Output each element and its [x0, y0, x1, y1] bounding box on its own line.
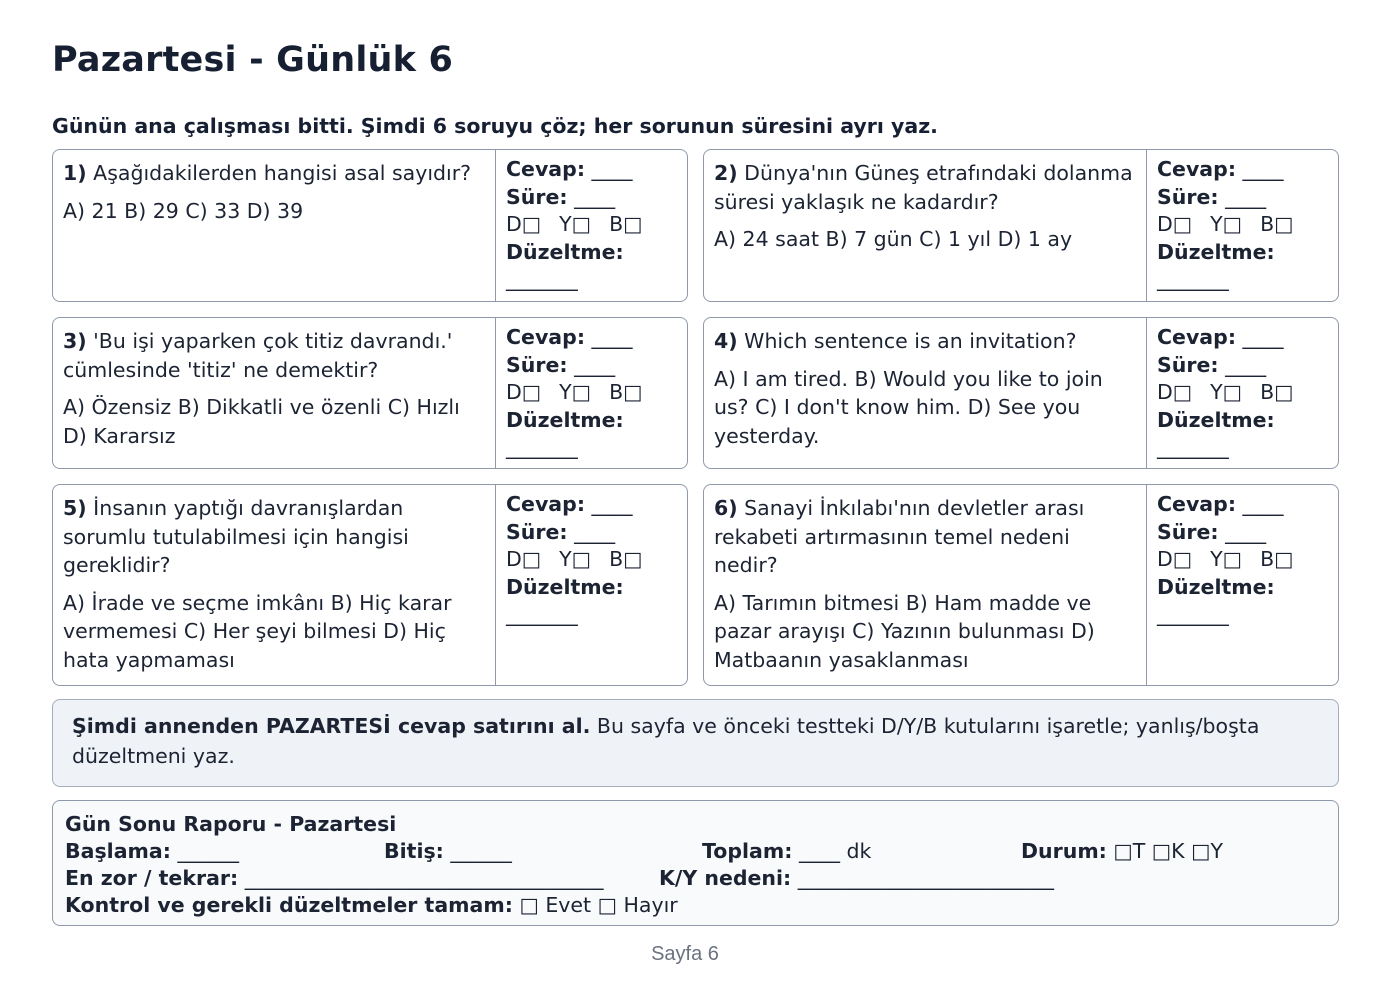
- question-stem: İnsanın yaptığı davranışlardan sorumlu tutulabilmesi için hangisi gereklidir?: [63, 496, 409, 577]
- question-card-1: [52, 149, 688, 302]
- answer-box: [1147, 485, 1338, 685]
- duzeltme-label: Düzeltme:: [1157, 407, 1275, 432]
- cevap-blank[interactable]: ____: [585, 157, 633, 181]
- duzeltme-label: Düzeltme:: [506, 574, 624, 599]
- question-stem: Which sentence is an invitation?: [744, 329, 1077, 353]
- report-difficulty-row: [65, 865, 1326, 892]
- question-options: A) 21 B) 29 C) 33 D) 39: [63, 198, 304, 223]
- toplam-label: Toplam:: [702, 839, 793, 863]
- question-card-4: [703, 317, 1339, 469]
- question-number: 5): [63, 496, 87, 520]
- instructions: Günün ana çalışması bitti. Şimdi 6 soruyu çöz; her sorunun süresini ayrı yaz.: [52, 114, 938, 138]
- sure-label: Süre:: [506, 184, 568, 209]
- notice-bold: Şimdi annenden PAZARTESİ cevap satırını al.: [72, 714, 591, 738]
- cevap-label: Cevap:: [506, 157, 586, 181]
- cevap-blank[interactable]: ____: [585, 492, 633, 516]
- sure-label: Süre:: [1157, 184, 1219, 209]
- question-card-6: [703, 484, 1339, 686]
- checkbox-d[interactable]: D□: [506, 547, 542, 571]
- ky-blank[interactable]: _________________________: [791, 866, 1055, 890]
- question-card-3: [52, 317, 688, 469]
- question-stem: Sanayi İnkılabı'nın devletler arası rekabeti artırmasının temel nedeni nedir?: [714, 496, 1085, 577]
- cevap-blank[interactable]: ____: [585, 325, 633, 349]
- checkbox-y[interactable]: Y□: [1210, 380, 1243, 404]
- duzeltme-blank[interactable]: _______: [506, 602, 578, 626]
- duzeltme-blank[interactable]: _______: [506, 267, 578, 291]
- question-number: 3): [63, 329, 87, 353]
- sure-blank[interactable]: ____: [567, 352, 616, 377]
- question-options: A) Özensiz B) Dikkatli ve özenli C) Hızlı D) Kararsız: [63, 395, 460, 448]
- bitis-blank[interactable]: ______: [443, 839, 512, 863]
- checkbox-b[interactable]: B□: [1260, 212, 1294, 236]
- question-options: A) İrade ve seçme imkânı B) Hiç karar vermemesi C) Her şeyi bilmesi D) Hiç hata yapmaması: [63, 590, 452, 672]
- question-options: A) I am tired. B) Would you like to join us? C) I don't know him. D) See you yesterday.: [714, 366, 1103, 448]
- question-text: [63, 327, 485, 384]
- ky-label: K/Y nedeni:: [659, 866, 792, 890]
- sure-label: Süre:: [506, 352, 568, 377]
- cevap-label: Cevap:: [1157, 157, 1237, 181]
- enzor-blank[interactable]: ___________________________________: [238, 866, 604, 890]
- question-number: 4): [714, 329, 738, 353]
- duzeltme-blank[interactable]: _______: [1157, 267, 1229, 291]
- kontrol-checkboxes[interactable]: □ Evet □ Hayır: [512, 893, 678, 917]
- question-number: 1): [63, 161, 87, 185]
- question-text: [714, 327, 1136, 356]
- duzeltme-label: Düzeltme:: [506, 407, 624, 432]
- sure-blank[interactable]: ____: [567, 519, 616, 544]
- answer-box: [1147, 318, 1338, 468]
- cevap-label: Cevap:: [1157, 325, 1237, 349]
- question-stem: Dünya'nın Güneş etrafındaki dolanma süresi yaklaşık ne kadardır?: [714, 161, 1133, 214]
- report-title: Gün Sonu Raporu - Pazartesi: [65, 812, 397, 836]
- sure-label: Süre:: [506, 519, 568, 544]
- sure-label: Süre:: [1157, 519, 1219, 544]
- answer-box: [496, 318, 687, 468]
- question-text: [714, 494, 1136, 580]
- checkbox-b[interactable]: B□: [609, 380, 643, 404]
- checkbox-d[interactable]: D□: [1157, 547, 1193, 571]
- checkbox-y[interactable]: Y□: [1210, 212, 1243, 236]
- durum-label: Durum:: [1021, 839, 1107, 863]
- answer-box: [496, 150, 687, 301]
- question-body: [704, 318, 1147, 468]
- cevap-blank[interactable]: ____: [1236, 492, 1284, 516]
- question-options: A) 24 saat B) 7 gün C) 1 yıl D) 1 ay: [714, 227, 1073, 251]
- question-body: [53, 318, 496, 468]
- report-check-row: [65, 892, 1326, 919]
- notice-text: Bu sayfa ve önceki testteki D/Y/B kutularını işaretle; yanlış/boşta düzeltmeni yaz.: [72, 714, 1260, 768]
- question-stem: 'Bu işi yaparken çok titiz davrandı.' cümlesinde 'titiz' ne demektir?: [63, 329, 453, 382]
- question-body: [704, 150, 1147, 301]
- baslama-label: Başlama:: [65, 839, 171, 863]
- checkbox-y[interactable]: Y□: [559, 380, 592, 404]
- cevap-label: Cevap:: [506, 492, 586, 516]
- checkbox-b[interactable]: B□: [1260, 380, 1294, 404]
- cevap-blank[interactable]: ____: [1236, 325, 1284, 349]
- sure-label: Süre:: [1157, 352, 1219, 377]
- question-text: [63, 494, 485, 580]
- duzeltme-blank[interactable]: _______: [506, 435, 578, 459]
- question-stem: Aşağıdakilerden hangisi asal sayıdır?: [93, 161, 472, 185]
- parent-answer-notice: [52, 699, 1339, 787]
- question-text: [63, 159, 485, 188]
- question-body: [53, 150, 496, 301]
- question-body: [704, 485, 1147, 685]
- checkbox-b[interactable]: B□: [609, 212, 643, 236]
- question-card-2: [703, 149, 1339, 302]
- sure-blank[interactable]: ____: [1218, 519, 1267, 544]
- question-number: 2): [714, 161, 738, 185]
- question-options: A) Tarımın bitmesi B) Ham madde ve pazar arayışı C) Yazının bulunması D) Matbaanın yasaklanması: [714, 590, 1095, 672]
- duzeltme-blank[interactable]: _______: [1157, 435, 1229, 459]
- toplam-blank[interactable]: ____ dk: [792, 839, 872, 863]
- checkbox-d[interactable]: D□: [506, 380, 542, 404]
- duzeltme-label: Düzeltme:: [506, 239, 624, 264]
- checkbox-y[interactable]: Y□: [559, 212, 592, 236]
- day-end-report: [52, 800, 1339, 926]
- report-time-row: [65, 838, 1326, 865]
- checkbox-b[interactable]: B□: [1260, 547, 1294, 571]
- sure-blank[interactable]: ____: [1218, 184, 1267, 209]
- question-body: [53, 485, 496, 685]
- question-text: [714, 159, 1136, 216]
- duzeltme-blank[interactable]: _______: [1157, 602, 1229, 626]
- enzor-label: En zor / tekrar:: [65, 866, 239, 890]
- question-card-5: [52, 484, 688, 686]
- durum-checkboxes[interactable]: □T □K □Y: [1106, 839, 1224, 863]
- sure-blank[interactable]: ____: [567, 184, 616, 209]
- page-number: Sayfa 6: [651, 943, 719, 965]
- kontrol-label: Kontrol ve gerekli düzeltmeler tamam:: [65, 893, 513, 917]
- cevap-blank[interactable]: ____: [1236, 157, 1284, 181]
- cevap-label: Cevap:: [1157, 492, 1237, 516]
- duzeltme-label: Düzeltme:: [1157, 239, 1275, 264]
- cevap-label: Cevap:: [506, 325, 586, 349]
- duzeltme-label: Düzeltme:: [1157, 574, 1275, 599]
- sure-blank[interactable]: ____: [1218, 352, 1267, 377]
- question-number: 6): [714, 496, 738, 520]
- answer-box: [1147, 150, 1338, 301]
- checkbox-d[interactable]: D□: [506, 212, 542, 236]
- answer-box: [496, 485, 687, 685]
- checkbox-b[interactable]: B□: [609, 547, 643, 571]
- checkbox-d[interactable]: D□: [1157, 212, 1193, 236]
- checkbox-d[interactable]: D□: [1157, 380, 1193, 404]
- page-title: Pazartesi - Günlük 6: [52, 40, 454, 80]
- baslama-blank[interactable]: ______: [170, 839, 239, 863]
- bitis-label: Bitiş:: [384, 839, 444, 863]
- checkbox-y[interactable]: Y□: [559, 547, 592, 571]
- checkbox-y[interactable]: Y□: [1210, 547, 1243, 571]
